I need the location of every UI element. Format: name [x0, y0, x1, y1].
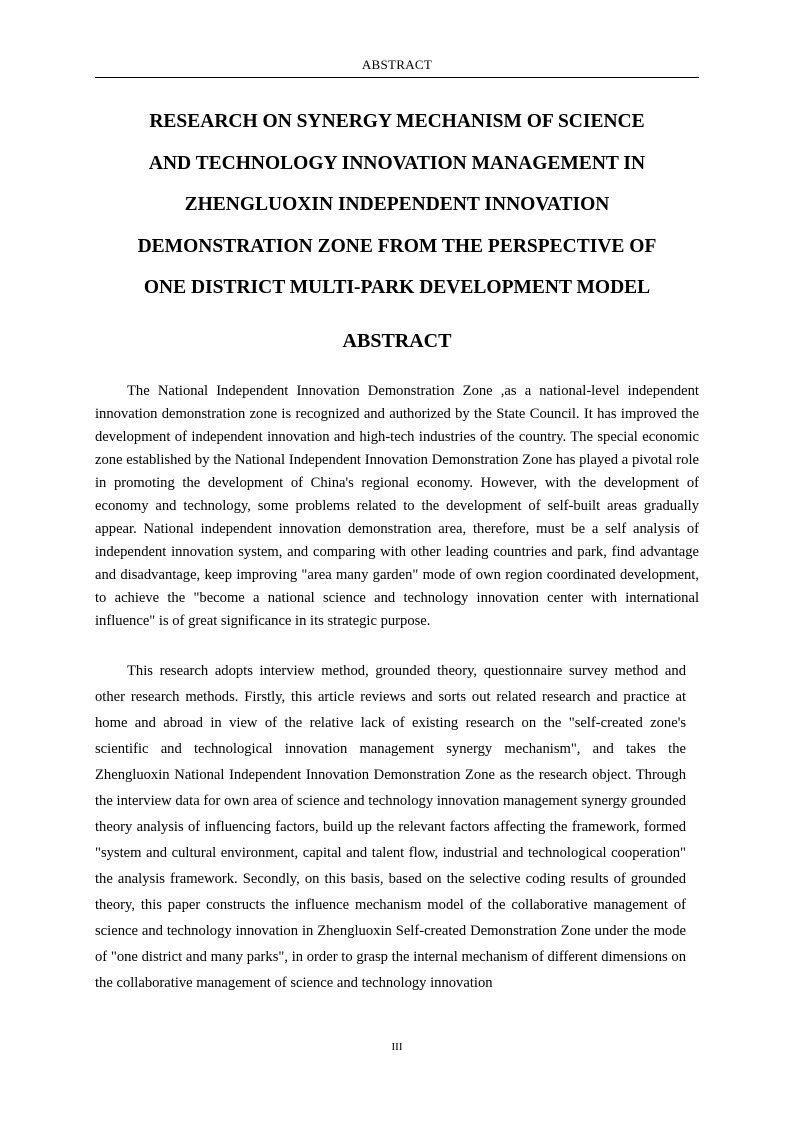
abstract-paragraph-2: This research adopts interview method, grounded theory, questionnaire survey method and other research methods. Firstly, this article reviews and sorts out related research and practice at home and abroad in view of the relative lack of existing research on the "self-created zone's scientific and technological innovation management synergy mechanism", and takes the Zhengluoxin National Independent Innovation Demonstration Zone as the research object. Through the interview data for own area of science and technology innovation management synergy grounded theory analysis of influencing factors, build up the relevant factors affecting the framework, formed "system and cultural environment, capital and talent flow, industrial and technological cooperation" the analysis framework. Secondly, on this basis, based on the selective coding results of grounded theory, this paper constructs the influence mechanism model of the collaborative management of science and technology innovation in Zhengluoxin Self-created Demonstration Zone under the mode of "one district and many parks", in order to grasp the internal mechanism of different dimensions on the collaborative management of science and technology innovation — [95, 663, 686, 991]
page-number: III — [391, 1041, 403, 1053]
section-heading: ABSTRACT — [342, 330, 452, 352]
title-line: DEMONSTRATION ZONE FROM THE PERSPECTIVE OF — [137, 235, 657, 257]
header-rule — [95, 77, 699, 78]
running-header: ABSTRACT — [361, 57, 433, 72]
document-title — [95, 101, 699, 309]
title-line: ZHENGLUOXIN INDEPENDENT INNOVATION — [184, 194, 610, 215]
title-line: AND TECHNOLOGY INNOVATION MANAGEMENT IN — [148, 152, 646, 174]
title-line: RESEARCH ON SYNERGY MECHANISM OF SCIENCE — [149, 111, 645, 132]
title-line: ONE DISTRICT MULTI-PARK DEVELOPMENT MODEL — [143, 277, 651, 298]
abstract-paragraph-1: The National Independent Innovation Demonstration Zone ,as a national-level independent innovation demonstration zone is recognized and authorized by the State Council. It has improved the development of independent innovation and high-tech industries of the country. The special economic zone established by the National Independent Innovation Demonstration Zone has played a pivotal role in promoting the development of China's regional economy. However, with the development of economy and technology, some problems related to the development of self-built areas gradually appear. National independent innovation demonstration area, therefore, must be a self analysis of independent innovation system, and comparing with other leading countries and park, find advantage and disadvantage, keep improving "area many garden" mode of own region coordinated development, to achieve the "become a national science and technology innovation center with international influence" is of great significance in its strategic purpose. — [95, 383, 699, 629]
